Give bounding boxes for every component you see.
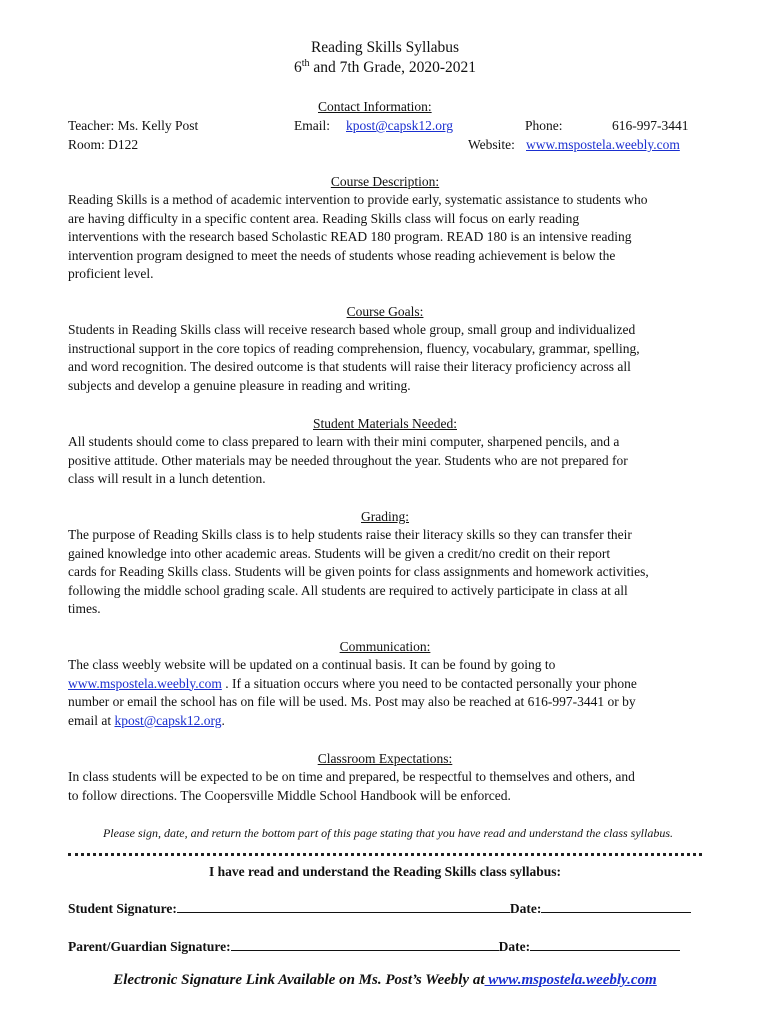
website-link[interactable]: www.mspostela.weebly.com [526, 137, 680, 152]
communication-line [68, 712, 708, 731]
electronic-signature-note [0, 972, 770, 989]
description-line: Reading Skills is a method of academic intervention to provide early, systematic assistance to students who [68, 192, 648, 207]
materials-line: class will result in a lunch detention. [68, 471, 266, 487]
student-signature-label: Student Signature: [68, 901, 177, 916]
goals-line: subjects and develop a genuine pleasure in reading and writing. [68, 377, 411, 393]
grading-body [68, 526, 708, 619]
electronic-signature-text: Electronic Signature Link Available on Ms. Post’s Weebly at [113, 972, 485, 988]
communication-body [68, 656, 708, 730]
materials-line: All students should come to class prepared to learn with their mini computer, sharpened pencils, and a [68, 434, 620, 449]
description-line: proficient level. [68, 266, 154, 282]
room-number: Room: D122 [68, 137, 139, 152]
grading-line: times. [68, 601, 101, 617]
grade-number: 6 [293, 59, 302, 76]
parent-signature-label: Parent/Guardian Signature: [68, 939, 231, 954]
materials-heading: Student Materials Needed: [313, 416, 457, 431]
teacher-name: Teacher: Ms. Kelly Post [68, 118, 199, 133]
cut-line-divider [68, 853, 702, 856]
communication-text: . If a situation occurs where you need to be contacted personally your phone [221, 675, 637, 691]
expectations-body [68, 768, 708, 805]
grading-line: cards for Reading Skills class. Students will be given points for class assignments and homework activities, [68, 564, 649, 580]
communication-line: number or email the school has on file will be used. Ms. Post may also be reached at 616-997-3441 or by [68, 694, 636, 710]
student-signature-row [68, 900, 708, 918]
description-line: interventions with the research based Scholastic READ 180 program. READ 180 is an intensive reading [68, 229, 632, 245]
grade-suffix: th [301, 57, 310, 69]
communication-line [68, 675, 708, 694]
goals-heading: Course Goals: [346, 304, 424, 319]
email-link[interactable]: kpost@capsk12.org [346, 118, 454, 133]
parent-date-field[interactable] [530, 938, 680, 951]
grade-rest: and 7th Grade, 2020-2021 [309, 59, 477, 76]
page-subtitle [0, 58, 770, 78]
website-link-inline[interactable]: www.mspostela.weebly.com [68, 675, 222, 691]
student-date-field[interactable] [541, 900, 691, 913]
communication-heading: Communication: [339, 639, 431, 654]
goals-line: instructional support in the core topics of reading comprehension, fluency, vocabulary, grammar, spelling, [68, 340, 640, 356]
materials-body [68, 433, 708, 489]
expectations-heading: Classroom Expectations: [317, 751, 453, 766]
student-signature-field[interactable] [177, 900, 510, 913]
goals-body [68, 321, 708, 395]
email-label: Email: [294, 118, 330, 133]
grading-line: gained knowledge into other academic areas. Students will be given a credit/no credit on their report [68, 545, 611, 561]
parent-signature-row [68, 938, 708, 956]
communication-text: email at [68, 712, 115, 728]
communication-text: . [221, 712, 225, 728]
expectations-line: to follow directions. The Coopersville Middle School Handbook will be enforced. [68, 787, 511, 803]
weebly-link[interactable]: www.mspostela.weebly.com [484, 972, 657, 988]
date-label: Date: [498, 939, 531, 954]
website-label: Website: [468, 137, 515, 152]
materials-line: positive attitude. Other materials may be needed throughout the year. Students who are not prepared for [68, 452, 628, 468]
communication-line: The class weebly website will be updated on a continual basis. It can be found by going to [68, 657, 556, 672]
phone-label: Phone: [525, 118, 563, 133]
description-line: intervention program designed to meet the needs of students whose reading achievement is below the [68, 247, 616, 263]
goals-line: Students in Reading Skills class will receive research based whole group, small group and individualized [68, 322, 636, 337]
phone-number: 616-997-3441 [612, 118, 689, 133]
grading-heading: Grading: [361, 509, 409, 524]
grading-line: The purpose of Reading Skills class is to help students raise their literacy skills so they can transfer their [68, 527, 632, 542]
email-link-inline[interactable]: kpost@capsk12.org [114, 712, 222, 728]
description-body [68, 191, 708, 284]
description-heading: Course Description: [330, 174, 440, 189]
description-line: are having difficulty in a specific content area. Reading Skills class will focus on early reading [68, 210, 580, 226]
parent-signature-field[interactable] [231, 938, 499, 951]
expectations-line: In class students will be expected to be on time and prepared, be respectful to themselves and others, and [68, 769, 635, 784]
date-label: Date: [509, 901, 542, 916]
return-note: Please sign, date, and return the bottom part of this page stating that you have read and understand the class syllabus. [102, 826, 674, 840]
contact-heading: Contact Information: [318, 99, 432, 114]
goals-line: and word recognition. The desired outcome is that students will raise their literacy proficiency across all [68, 359, 631, 375]
grading-line: following the middle school grading scale. All students are required to actively participate in class at all [68, 582, 628, 598]
page-title: Reading Skills Syllabus [310, 39, 460, 56]
acknowledgement-statement: I have read and understand the Reading Skills class syllabus: [209, 864, 561, 879]
